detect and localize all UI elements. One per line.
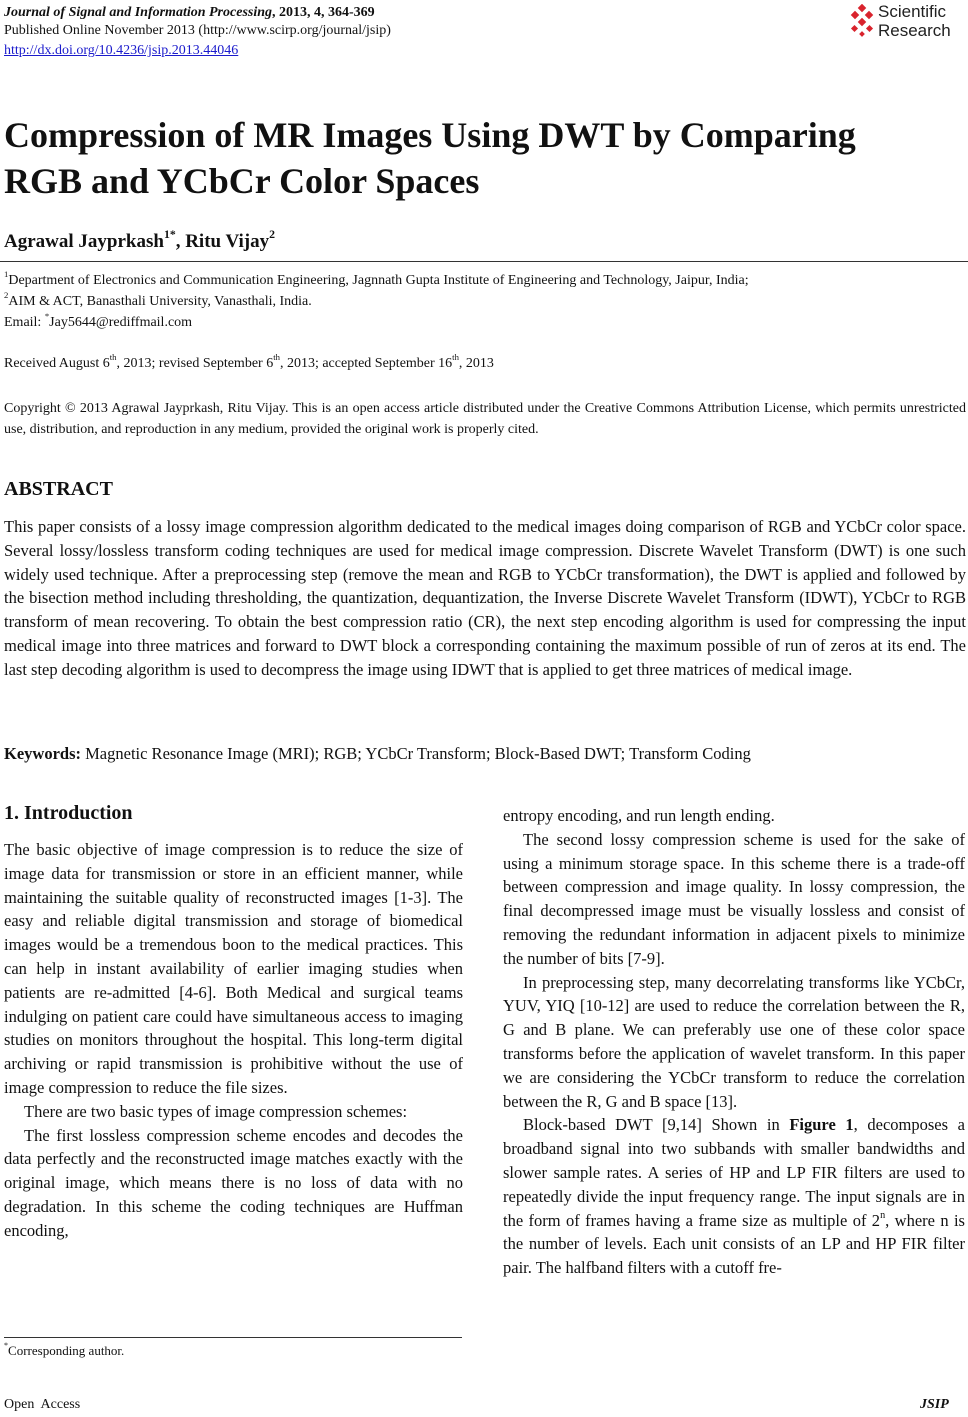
paragraph: There are two basic types of image compression schemes: <box>24 1101 408 1121</box>
title-line-2: RGB and YCbCr Color Spaces <box>4 161 480 201</box>
author-2-sup: 2 <box>269 227 276 241</box>
author-sep: , <box>175 231 186 252</box>
logo-line-2: Research <box>878 21 951 40</box>
paragraph-part: , decomposes a broadband signal into two subbands with smaller bandwidths and slower sample rates. A series of HP and LP FIR filters are used to repeatedly divide the input frequency range. The input signals are in the form of frames having a frame size as multiple of 2 <box>503 1115 965 1230</box>
received-part: , 2013; accepted September 16 <box>279 356 453 371</box>
figure-reference[interactable]: Figure 1 <box>789 1115 854 1135</box>
section-heading-introduction: 1. Introduction <box>4 802 133 824</box>
affiliation-1 <box>4 270 968 291</box>
published-line: Published Online November 2013 (http://www.scirp.org/journal/jsip) <box>4 23 391 38</box>
email-address[interactable]: Jay5644@rediffmail.com <box>49 315 193 330</box>
received-part: , 2013; revised September 6 <box>116 356 274 371</box>
paragraph: entropy encoding, and run length ending. <box>503 806 775 825</box>
title-line-1: Compression of MR Images Using DWT by Comparing <box>4 115 856 155</box>
divider <box>0 261 968 262</box>
abstract-text: This paper consists of a lossy image compression algorithm dedicated to the medical images doing comparison of RGB and YCbCr color space. Several lossy/lossless transform coding techniques are used for medical image compression. Discrete Wavelet Transform (DWT) is one such widely used technique. After a preprocessing step (remove the mean and RGB to YCbCr transformation), the DWT is applied and followed by the bisection method including thresholding, the quantization, dequantization, the Inverse Discrete Wavelet Transform (IDWT), YCbCr to RGB transform of mean recovering. To obtain the best compression ratio (CR), the next step encoding algorithm is used for compressing the input medical image into three matrices and forward to DWT block a corresponding containing the maximum possible of run of zeros at its end. The last step decoding algorithm is used to decompress the image using IDWT that is applied to get three matrices of medical image. <box>4 517 966 679</box>
aff2-text: AIM & ACT, Banasthali University, Vanasthali, India. <box>8 294 312 309</box>
aff1-sup: 1 <box>4 269 9 280</box>
paragraph-part: Block-based DWT [9,14] Shown in <box>523 1115 790 1135</box>
journal-issue: , 2013, 4, 364-369 <box>272 5 375 20</box>
right-column <box>503 804 965 1280</box>
received-part: Received August 6 <box>4 356 110 371</box>
email-label: Email: <box>4 315 45 330</box>
footnote-sup: * <box>4 1341 9 1351</box>
email-line <box>4 312 968 333</box>
left-column <box>4 838 463 1243</box>
publisher-logo <box>848 2 966 42</box>
received-sup: th <box>109 352 117 363</box>
journal-name: Journal of Signal and Information Processing <box>4 5 273 20</box>
authors <box>4 227 276 253</box>
received-dates <box>4 352 494 372</box>
aff1-text: Department of Electronics and Communication Engineering, Jagnnath Gupta Institute of Engineering and Technology, Jaipur, India; <box>8 273 749 288</box>
journal-citation <box>4 4 375 21</box>
author-1: Agrawal Jayprkash <box>4 231 164 252</box>
paragraph: The basic objective of image compression is to reduce the size of image data for transmission or store in an efficient manner, while maintaining the suitable quality of reconstructed images [1-3]. The easy and reliable digital transmission and storage of biomedical images would be a tremendous boon to the medical practices. This can help in instant availability of earlier imaging studies when patients are re-admitted [4-6]. Both Medical and surgical teams indulging on patient care could have simultaneous access to imaging studies on monitors throughout the hospital. This long-term digital archiving or rapid transmission is prohibitive without the use of image compression to reduce the file sizes. <box>4 840 463 1097</box>
abstract-heading: ABSTRACT <box>4 478 113 500</box>
email-sup: * <box>44 311 50 322</box>
author-2: Ritu Vijay <box>185 231 270 252</box>
logo-text <box>878 2 951 40</box>
received-part: , 2013 <box>458 356 494 371</box>
superscript: n <box>880 1209 886 1221</box>
footer-open-access: Open Access <box>4 1397 81 1412</box>
affiliations <box>4 270 968 333</box>
copyright-notice: Copyright © 2013 Agrawal Jayprkash, Ritu Vijay. This is an open access article distributed under the Creative Commons Attribution License, which permits unrestricted use, distribution, and reproduction in any medium, provided the original work is properly cited. <box>4 401 966 437</box>
paragraph: In preprocessing step, many decorrelating transforms like YCbCr, YUV, YIQ [10-12] are used to reduce the correlation between the R, G and B plane. We can preferably use one of these color space transforms before the application of wavelet transform. In this paper we are considering the YCbCr transform to reduce the correlation between the R, G and B space [13]. <box>503 972 965 1111</box>
keywords <box>4 744 751 764</box>
doi-link[interactable]: http://dx.doi.org/10.4236/jsip.2013.44046 <box>4 43 239 58</box>
footnote <box>4 1343 124 1359</box>
footnote-text: Corresponding author. <box>8 1343 125 1358</box>
paragraph-part: , where n is the number of levels. Each unit consists of an LP and HP FIR filter pair. The halfband filters with a cutoff fre- <box>503 1210 965 1278</box>
footer-journal-abbrev: JSIP <box>920 1397 949 1412</box>
author-1-sup: 1* <box>163 227 176 241</box>
logo-diamonds-icon <box>848 4 878 40</box>
paragraph: The first lossless compression scheme encodes and decodes the data perfectly and the reconstructed image matches exactly with the original image, which means there is no loss of data with no degradation. In this scheme the coding techniques are Huffman encoding, <box>4 1125 463 1240</box>
paragraph: The second lossy compression scheme is used for the sake of using a minimum storage space. In this scheme there is a trade-off between compression and image quality. In lossy compression, the final decompressed image must be visually lossless and consist of removing the redundant information in adjacent pixels to minimize the number of bits [7-9]. <box>503 829 965 968</box>
received-sup: th <box>273 352 280 363</box>
affiliation-2 <box>4 291 968 312</box>
footnote-divider <box>4 1337 462 1338</box>
keywords-text: Magnetic Resonance Image (MRI); RGB; YCbCr Transform; Block-Based DWT; Transform Coding <box>81 744 751 763</box>
received-sup: th <box>452 352 459 363</box>
paper-title <box>4 112 964 204</box>
aff2-sup: 2 <box>4 290 9 301</box>
logo-line-1: Scientific <box>878 2 947 21</box>
paragraph <box>503 1113 965 1280</box>
keywords-label: Keywords: <box>4 744 81 763</box>
